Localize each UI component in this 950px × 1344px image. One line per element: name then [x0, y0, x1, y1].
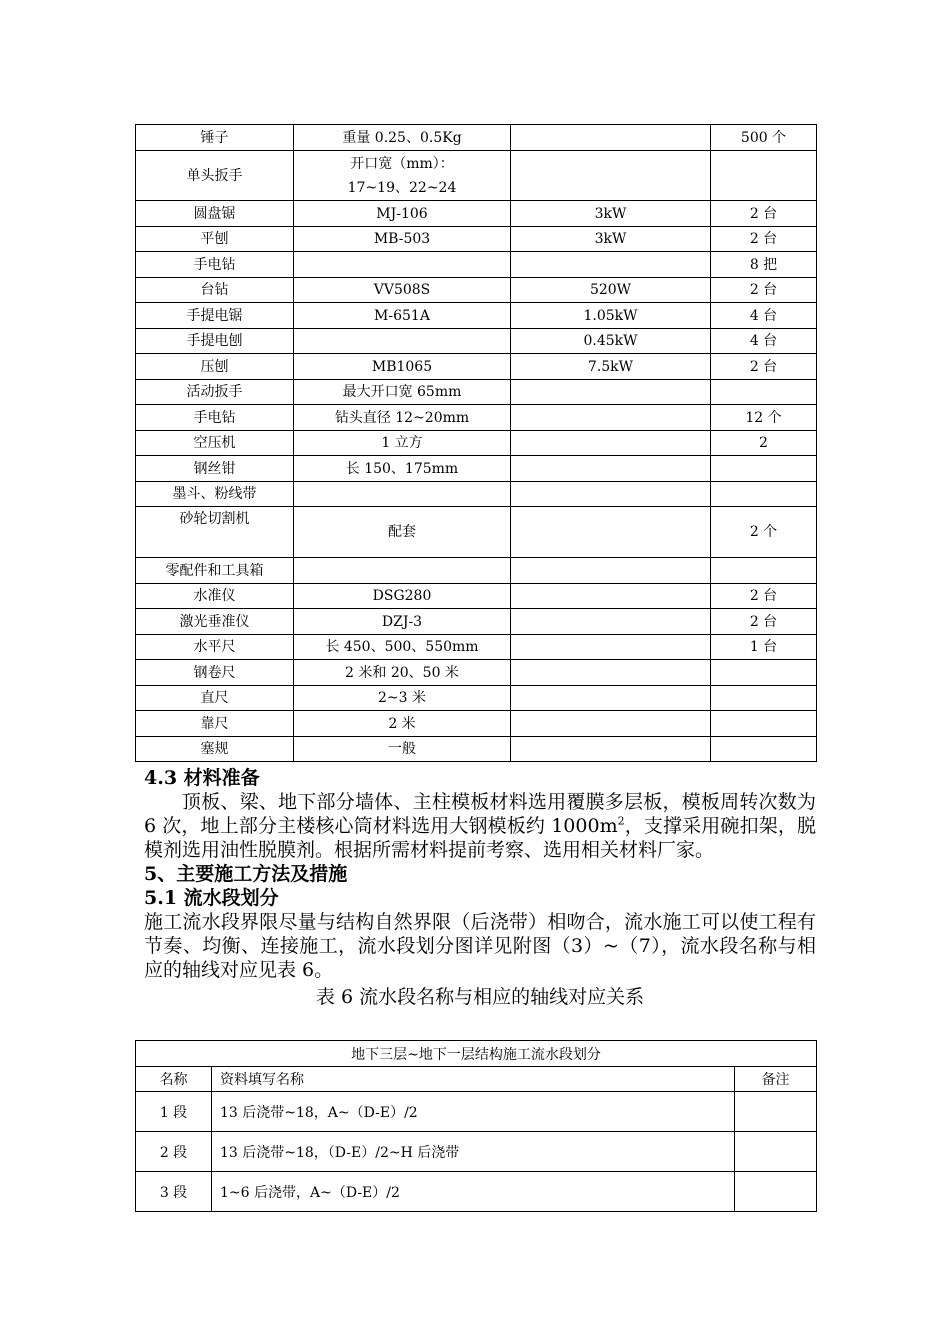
- tool-spec: 1 立方: [294, 431, 511, 456]
- body-text: [144, 766, 816, 1010]
- table-row: [136, 635, 817, 660]
- table-row: [136, 329, 817, 354]
- tool-spec: MB1065: [294, 354, 511, 380]
- tool-name: 激光垂准仪: [136, 609, 294, 635]
- tool-spec: [294, 329, 511, 354]
- tools-table-body: [136, 125, 817, 762]
- tool-power: [511, 711, 711, 737]
- tool-power: [511, 380, 711, 405]
- tool-spec: 一般: [294, 737, 511, 762]
- segment-note: [735, 1092, 817, 1132]
- tool-name: 手提电锯: [136, 303, 294, 329]
- table-row: [136, 737, 817, 762]
- tool-name: 砂轮切割机: [136, 507, 294, 558]
- tool-power: [511, 737, 711, 762]
- tool-name: 直尺: [136, 686, 294, 711]
- segment-info: 13 后浇带~18，（D-E）/2~H 后浇带: [212, 1132, 735, 1172]
- tool-qty: 4 台: [711, 329, 817, 354]
- tool-qty: [711, 482, 817, 507]
- table-row: [136, 1092, 817, 1132]
- tool-qty: 500 个: [711, 125, 817, 151]
- table-row: [136, 558, 817, 584]
- section-heading-5: 5、主要施工方法及措施: [144, 863, 348, 885]
- table-header-row: [136, 1067, 817, 1092]
- tool-qty: 2 个: [711, 507, 817, 558]
- col-header-note: 备注: [735, 1067, 817, 1092]
- table-row: [136, 609, 817, 635]
- segment-note: [735, 1132, 817, 1172]
- tools-table: [135, 124, 817, 762]
- table-row: [136, 201, 817, 227]
- table-row: [136, 660, 817, 686]
- tool-name: 锤子: [136, 125, 294, 151]
- tool-power: [511, 507, 711, 558]
- segment-note: [735, 1172, 817, 1212]
- tool-name: 钢卷尺: [136, 660, 294, 686]
- tool-qty: 12 个: [711, 405, 817, 431]
- table-title-row: [136, 1041, 817, 1067]
- tool-spec: [294, 558, 511, 584]
- table-row: [136, 354, 817, 380]
- materials-text-cont: ，支撑采用碗扣架，脱模剂选用油性脱膜剂。根据所需材料提前考察、选用相关材料厂家。: [144, 815, 816, 861]
- tool-name: 平刨: [136, 227, 294, 252]
- tool-spec: 配套: [294, 507, 511, 558]
- tool-qty: [711, 558, 817, 584]
- tool-spec: VV508S: [294, 278, 511, 303]
- tool-power: [511, 431, 711, 456]
- tool-spec: 2~3 米: [294, 686, 511, 711]
- tool-power: [511, 686, 711, 711]
- tool-qty: 2 台: [711, 354, 817, 380]
- tool-name: 圆盘锯: [136, 201, 294, 227]
- flow-paragraph: 施工流水段界限尽量与结构自然界限（后浇带）相吻合，流水施工可以使工程有节奏、均衡、连接施工，流水段划分图详见附图（3）~（7），流水段名称与相应的轴线对应见表 6。: [144, 911, 816, 981]
- materials-text: 顶板、梁、地下部分墙体、主柱模板材料选用覆膜多层板，模板周转次数为 6 次，地上部分主楼核心筒材料选用大钢模板约 1000m: [144, 791, 816, 837]
- tool-power: [511, 558, 711, 584]
- tool-qty: [711, 686, 817, 711]
- tool-qty: 2 台: [711, 227, 817, 252]
- flow-table-title: 地下三层~地下一层结构施工流水段划分: [136, 1041, 817, 1067]
- tool-name: 活动扳手: [136, 380, 294, 405]
- tool-power: [511, 584, 711, 609]
- tool-name: 压刨: [136, 354, 294, 380]
- tool-name: 单头扳手: [136, 151, 294, 201]
- tool-name: 零配件和工具箱: [136, 558, 294, 584]
- tool-power: 3kW: [511, 201, 711, 227]
- tool-power: 520W: [511, 278, 711, 303]
- table-row: [136, 1132, 817, 1172]
- tool-spec: MB-503: [294, 227, 511, 252]
- table-row: [136, 711, 817, 737]
- tool-qty: [711, 456, 817, 482]
- tool-spec: 长 150、175mm: [294, 456, 511, 482]
- tool-name: 手电钻: [136, 252, 294, 278]
- tool-qty: [711, 737, 817, 762]
- tool-power: [511, 125, 711, 151]
- tool-spec: M-651A: [294, 303, 511, 329]
- tool-power: [511, 151, 711, 201]
- section-heading-5-1: 5.1 流水段划分: [144, 887, 279, 909]
- tool-qty: 2 台: [711, 201, 817, 227]
- table-row: [136, 405, 817, 431]
- table-row: [136, 252, 817, 278]
- superscript-exponent: 2: [617, 814, 625, 828]
- table-row: [136, 227, 817, 252]
- table-row: [136, 125, 817, 151]
- tool-name: 空压机: [136, 431, 294, 456]
- tool-name: 塞规: [136, 737, 294, 762]
- tool-qty: 2 台: [711, 584, 817, 609]
- table-row: [136, 584, 817, 609]
- tool-name: 手电钻: [136, 405, 294, 431]
- tool-power: [511, 456, 711, 482]
- tool-power: [511, 252, 711, 278]
- tool-qty: [711, 660, 817, 686]
- tool-spec: 钻头直径 12~20mm: [294, 405, 511, 431]
- tool-spec: 长 450、500、550mm: [294, 635, 511, 660]
- tool-power: 3kW: [511, 227, 711, 252]
- tool-spec: DSG280: [294, 584, 511, 609]
- tool-spec: 2 米: [294, 711, 511, 737]
- segment-name: 3 段: [136, 1172, 212, 1212]
- tool-power: 7.5kW: [511, 354, 711, 380]
- segment-name: 2 段: [136, 1132, 212, 1172]
- tool-name: 墨斗、粉线带: [136, 482, 294, 507]
- tool-power: 0.45kW: [511, 329, 711, 354]
- tool-spec: 开口宽（mm）： 17~19、22~24: [294, 151, 511, 201]
- segment-info: 13 后浇带~18，A~（D-E）/2: [212, 1092, 735, 1132]
- flow-table-body: [136, 1041, 817, 1212]
- tool-qty: 2 台: [711, 609, 817, 635]
- table-row: [136, 1172, 817, 1212]
- tool-power: [511, 482, 711, 507]
- tool-power: [511, 635, 711, 660]
- tool-power: [511, 405, 711, 431]
- tool-power: [511, 609, 711, 635]
- tool-name: 手提电刨: [136, 329, 294, 354]
- tool-name: 靠尺: [136, 711, 294, 737]
- table-row: [136, 431, 817, 456]
- col-header-name: 名称: [136, 1067, 212, 1092]
- table-row: [136, 456, 817, 482]
- tool-qty: 4 台: [711, 303, 817, 329]
- table-row: [136, 482, 817, 507]
- table-row: [136, 507, 817, 558]
- segment-info: 1~6 后浇带，A~（D-E）/2: [212, 1172, 735, 1212]
- table-row: [136, 686, 817, 711]
- tool-spec: 最大开口宽 65mm: [294, 380, 511, 405]
- tool-qty: [711, 380, 817, 405]
- col-header-info: 资料填写名称: [212, 1067, 735, 1092]
- table-row: [136, 303, 817, 329]
- tool-spec: [294, 482, 511, 507]
- table-row: [136, 278, 817, 303]
- tool-name: 钢丝钳: [136, 456, 294, 482]
- tool-qty: 1 台: [711, 635, 817, 660]
- tool-qty: 8 把: [711, 252, 817, 278]
- flow-table: [135, 1040, 817, 1212]
- tool-spec: 2 米和 20、50 米: [294, 660, 511, 686]
- tool-qty: [711, 711, 817, 737]
- tool-qty: [711, 151, 817, 201]
- tool-name: 水平尺: [136, 635, 294, 660]
- materials-paragraph: [144, 790, 816, 862]
- table-row: [136, 151, 817, 201]
- section-heading-4-3: 4.3 材料准备: [144, 767, 260, 789]
- tool-spec: [294, 252, 511, 278]
- tool-power: [511, 660, 711, 686]
- tool-name: 台钻: [136, 278, 294, 303]
- tool-spec: 重量 0.25、0.5Kg: [294, 125, 511, 151]
- table-row: [136, 380, 817, 405]
- tool-spec: MJ-106: [294, 201, 511, 227]
- table-caption: 表 6 流水段名称与相应的轴线对应关系: [315, 986, 645, 1008]
- tool-qty: 2: [711, 431, 817, 456]
- tool-qty: 2 台: [711, 278, 817, 303]
- tool-power: 1.05kW: [511, 303, 711, 329]
- tool-spec: DZJ-3: [294, 609, 511, 635]
- tool-name: 水准仪: [136, 584, 294, 609]
- segment-name: 1 段: [136, 1092, 212, 1132]
